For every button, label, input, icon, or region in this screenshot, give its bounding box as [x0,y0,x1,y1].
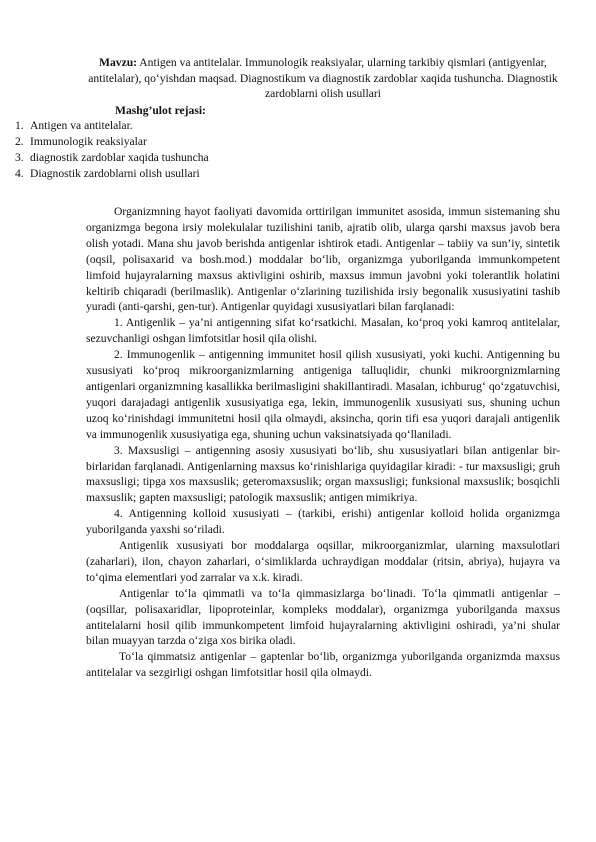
plan-item-text: Antigen va antitelalar. [30,119,133,132]
plan-item-number: 4. [15,166,24,180]
paragraph-haptens: To‘la qimmatsiz antigenlar – gaptenlar bo‘lib, organizmga yuborilganda organizmda maxsus antitelalar va sezgirligi oshgan limfotsitlar hosil qila olmaydi. [86,650,560,680]
plan-item-text: Diagnostik zardoblarni olish usullari [30,166,200,180]
plan-item [0,118,400,134]
paragraph-immunogenlik: 2. Immunogenlik – antigenning immunitet hosil qilish xususiyati, yoki kuchi. Antigenning bu xususiyati ko‘proq mikroorganizmlarning antigeniga talluqlidir, chunki mikroorgnizmlarning antigenlari organizmning kasallikka berilmasligini shakillantiradi. Masalan, ichburug‘ qo‘zgatuvchisi, yuqori darajadagi antigenlik xususiyatiga ega, lekin, immunogenlik xususiyati sus, shuning uchun uzoq ko‘rinishdagi immunitetni hosil qila olmaydi, aksincha, qorin tifi esa yuqori darajali antigenlik va immunogenlik xususiyatiga ega, shuning uchun vaksinatsiyada qo‘llaniladi. [86,348,560,441]
topic-title [86,55,560,102]
plan-heading: Mashg’ulot rejasi: [115,104,206,117]
plan-item-text: Immunologik reaksiyalar [30,134,147,148]
paragraph-intro: Organizmning hayot faoliyati davomida orttirilgan immunitet asosida, immun sistemaning shu organizmga begona irsiy molekulalar tuzilishini tanib, ajratib olib, ularga qarshi maxsus javob bera olish yotadi. Mana shu javob berishda antigenlar ishtirok etadi. Antigenlar – tabiiy va sun’iy, sintetik (oqsil, polisaxarid va bosh.mod.) moddalar bo‘lib, organizmga yuborilganda immunkompetent limfoid hujayralarning maxsus aktivligini oshirib, maxsus immun javobni yoki tolerantlik holatini keltirib chiqaradi (berilmaslik). Antigenlar o‘zlarining tuzilishida irsiy begonalik xususiyatini tashib yuradi (anti-qarshi, gen-tur). Antigenlar quyidagi xususiyatlari bilan farqlanadi: [86,205,560,314]
topic-text: Antigen va antitelalar. Immunologik reaksiyalar, ularning tarkibiy qismlari (antigyenlar, antitelalar), qo‘yishdan maqsad. Diagnostikum va diagnostik zardoblar xaqida tushuncha. Diagnostik zardoblarni olish usullari [88,56,558,101]
paragraph-antigen-substances: Antigenlik xususiyati bor moddalarga oqsillar, mikroorganizmlar, ularning maxsulotlari (zaharlari), ilon, chayon zaharlari, o‘simliklarda uchraydigan moddalar (ritsin, abriya), hujayra va to‘qima elementlari yod zarralar va x.k. kiradi. [86,539,560,584]
plan-item [0,150,400,166]
paragraph-kolloid: 4. Antigenning kolloid xususiyati – (tarkibi, erishi) antigenlar kolloid holida organizmga yuborilganda yaxshi so‘riladi. [86,507,560,537]
topic-label: Mavzu: [99,56,138,69]
body-text [86,204,560,681]
plan-item-number: 2. [15,134,24,148]
plan-item [0,134,400,150]
paragraph-maxsusligi: 3. Maxsusligi – antigenning asosiy xususiyati bo‘lib, shu xususiyatlari bilan antigenlar bir-birlaridan farqlanadi. Antigenlarning maxsus ko‘rinishlariga quyidagilar kiradi: - tur maxsusligi; gruh maxsusligi; tipga xos maxsuslik; geteromaxsuslik; organ maxsusligi; funksional maxsuslik; bosqichli maxsuslik; gapten maxsusligi; patologik maxsuslik; antigen mimikriya. [86,443,560,505]
plan-list [0,118,400,182]
paragraph-antigenlik: 1. Antigenlik – ya’ni antigenning sifat ko‘rsatkichi. Masalan, ko‘proq yoki kamroq antitelalar, sezuvchanligi oshgan limfotsitlar hosil qila olishi. [86,316,560,346]
plan-item [0,166,400,182]
plan-item-text: diagnostik zardoblar xaqida tushuncha [30,150,209,164]
paragraph-full-antigens: Antigenlar to‘la qimmatli va to‘la qimmasizlarga bo‘linadi. To‘la qimmatli antigenlar – (oqsillar, polisaxaridlar, lipoproteinlar, kompleks moddalar), organizmga yuborilganda maxsus antitelalarni hosil qilib immunkompetent limfoid hujayralarning aktivligini oshiradi, ya’ni shular bilan muayyan tarzda o‘ziga xos birika oladi. [86,586,560,648]
plan-item-number: 1. [15,119,24,132]
plan-item-number: 3. [15,150,24,164]
